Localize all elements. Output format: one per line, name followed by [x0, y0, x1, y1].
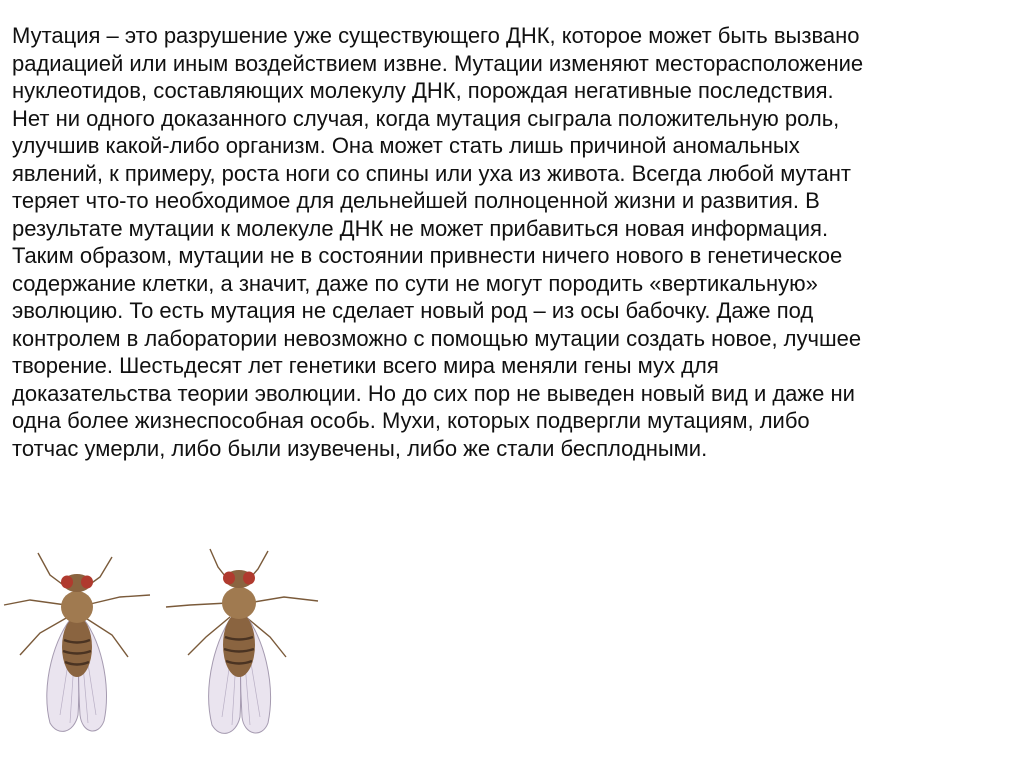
- paragraph-line: контролем в лаборатории невозможно с помощью мутации создать новое, лучшее: [12, 325, 862, 351]
- fly-eye: [81, 576, 93, 589]
- paragraph-line: радиацией или иным воздействием извне. Мутации изменяют месторасположение: [12, 50, 864, 76]
- paragraph: [12, 22, 1012, 462]
- paragraph-line: теряет что-то необходимое для дельнейшей полноценной жизни и развития. В: [12, 188, 820, 213]
- fly-eye: [223, 572, 235, 585]
- fruit-fly-svg: [0, 545, 170, 745]
- paragraph-line: результате мутации к молекуле ДНК не может прибавиться новая информация.: [12, 215, 829, 241]
- paragraph-line: эволюцию. То есть мутация не сделает новый род – из осы бабочку. Даже под: [12, 298, 814, 323]
- fruit-fly-icon: [0, 545, 170, 745]
- fly-thorax: [222, 587, 256, 619]
- fly-eye: [61, 576, 73, 589]
- paragraph-line: Мутация – это разрушение уже существующего ДНК, которое может быть вызвано: [12, 23, 860, 48]
- fly-eye: [243, 572, 255, 585]
- paragraph-line: Нет ни одного доказанного случая, когда мутация сыграла положительную роль,: [12, 105, 840, 131]
- fruit-fly-svg: [160, 545, 330, 745]
- paragraph-line: Таким образом, мутации не в состоянии привнести ничего нового в генетическое: [12, 243, 843, 268]
- paragraph-line: доказательства теории эволюции. Но до сих пор не выведен новый вид и даже ни: [12, 380, 855, 406]
- paragraph-line: улучшив какой-либо организм. Она может стать лишь причиной аномальных: [12, 133, 800, 158]
- fly-thorax: [61, 591, 93, 623]
- paragraph-line: одна более жизнеспособная особь. Мухи, которых подвергли мутациям, либо: [12, 408, 810, 433]
- fruit-fly-icon: [160, 545, 330, 745]
- fly-abdomen: [223, 613, 255, 677]
- paragraph-line: содержание клетки, а значит, даже по сути не могут породить «вертикальную»: [12, 270, 818, 296]
- paragraph-line: творение. Шестьдесят лет генетики всего мира меняли гены мух для: [12, 353, 719, 378]
- paragraph-line: нуклеотидов, составляющих молекулу ДНК, порождая негативные последствия.: [12, 78, 834, 103]
- fly-abdomen: [62, 617, 92, 677]
- paragraph-line: явлений, к примеру, роста ноги со спины или уха из живота. Всегда любой мутант: [12, 160, 851, 186]
- paragraph-line: тотчас умерли, либо были изувечены, либо же стали бесплодными.: [12, 435, 708, 461]
